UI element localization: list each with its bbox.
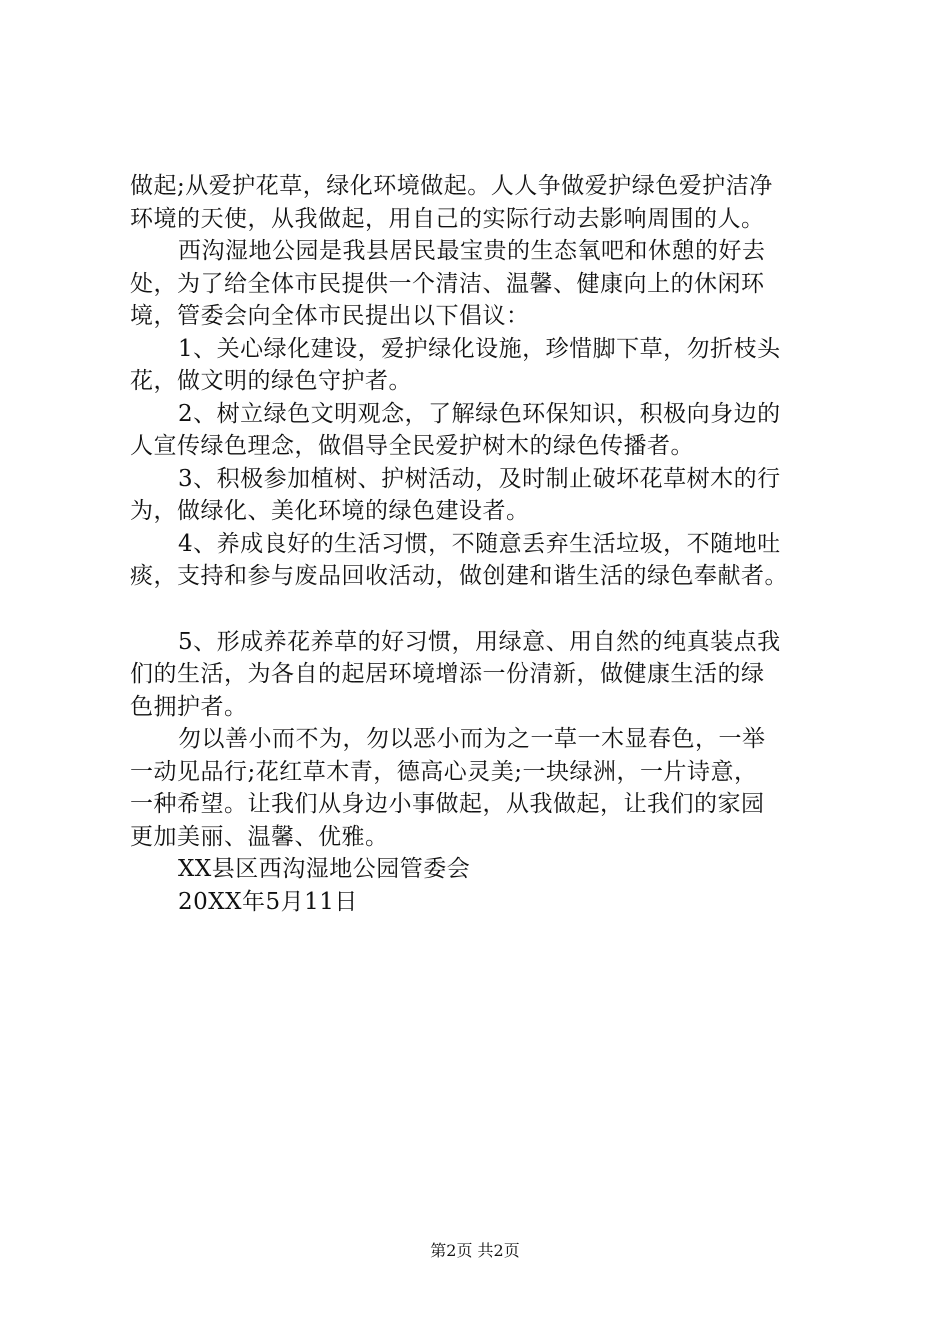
text-line: 做起;从爱护花草，绿化环境做起。人人争做爱护绿色爱护洁净: [130, 173, 773, 199]
text-line: XX县区西沟湿地公园管委会: [178, 856, 471, 882]
proposal-item-4: [130, 528, 845, 593]
text-line: 更加美丽、温馨、优雅。: [130, 823, 389, 850]
text-line: 20XX年5月11日: [178, 888, 358, 915]
text-line: 一动见品行;花红草木青，德高心灵美;一块绿洲，一片诗意，: [130, 758, 758, 785]
paragraph-continuation: [130, 170, 845, 235]
text-line: 西沟湿地公园是我县居民最宝贵的生态氧吧和休憩的好去: [178, 238, 766, 264]
text-line: 色拥护者。: [130, 693, 248, 720]
text-line: 境，管委会向全体市民提出以下倡议：: [130, 303, 530, 329]
text-line: 3、积极参加植树、护树活动，及时制止破坏花草树木的行: [178, 465, 781, 492]
text-line: 人宣传绿色理念，做倡导全民爱护树木的绿色传播者。: [130, 433, 694, 459]
signature-organization: [130, 853, 845, 886]
page-number-footer: 第2页 共2页: [430, 1241, 520, 1260]
text-line: 一种希望。让我们从身边小事做起，从我做起，让我们的家园: [130, 791, 765, 817]
text-line: 处，为了给全体市民提供一个清洁、温馨、健康向上的休闲环: [130, 270, 765, 297]
paragraph-park-intro: [130, 235, 845, 333]
text-line: 勿以善小而不为，勿以恶小而为之一草一木显春色，一举: [178, 726, 766, 752]
document-body: [130, 170, 845, 918]
proposal-item-2: [130, 398, 845, 463]
text-line: 环境的天使，从我做起，用自己的实际行动去影响周围的人。: [130, 205, 765, 232]
proposal-item-5: [130, 626, 845, 724]
text-line: 们的生活，为各自的起居环境增添一份清新，做健康生活的绿: [130, 661, 765, 687]
proposal-item-3: [130, 463, 845, 528]
proposal-item-1: [130, 333, 845, 398]
text-line: 2、树立绿色文明观念，了解绿色环保知识，积极向身边的: [178, 400, 781, 427]
text-line: 为，做绿化、美化环境的绿色建设者。: [130, 498, 530, 524]
text-line: 花，做文明的绿色守护者。: [130, 368, 412, 394]
signature-date: [130, 886, 845, 919]
paragraph-gap: [130, 593, 845, 626]
text-line: 4、养成良好的生活习惯，不随意丢弃生活垃圾，不随地吐: [178, 530, 781, 557]
text-line: 5、形成养花养草的好习惯，用绿意、用自然的纯真装点我: [178, 628, 781, 655]
closing-paragraph: [130, 723, 845, 853]
text-line: 痰，支持和参与废品回收活动，做创建和谐生活的绿色奉献者。: [130, 563, 788, 589]
text-line: 1、关心绿化建设，爱护绿化设施，珍惜脚下草，勿折枝头: [178, 335, 781, 362]
